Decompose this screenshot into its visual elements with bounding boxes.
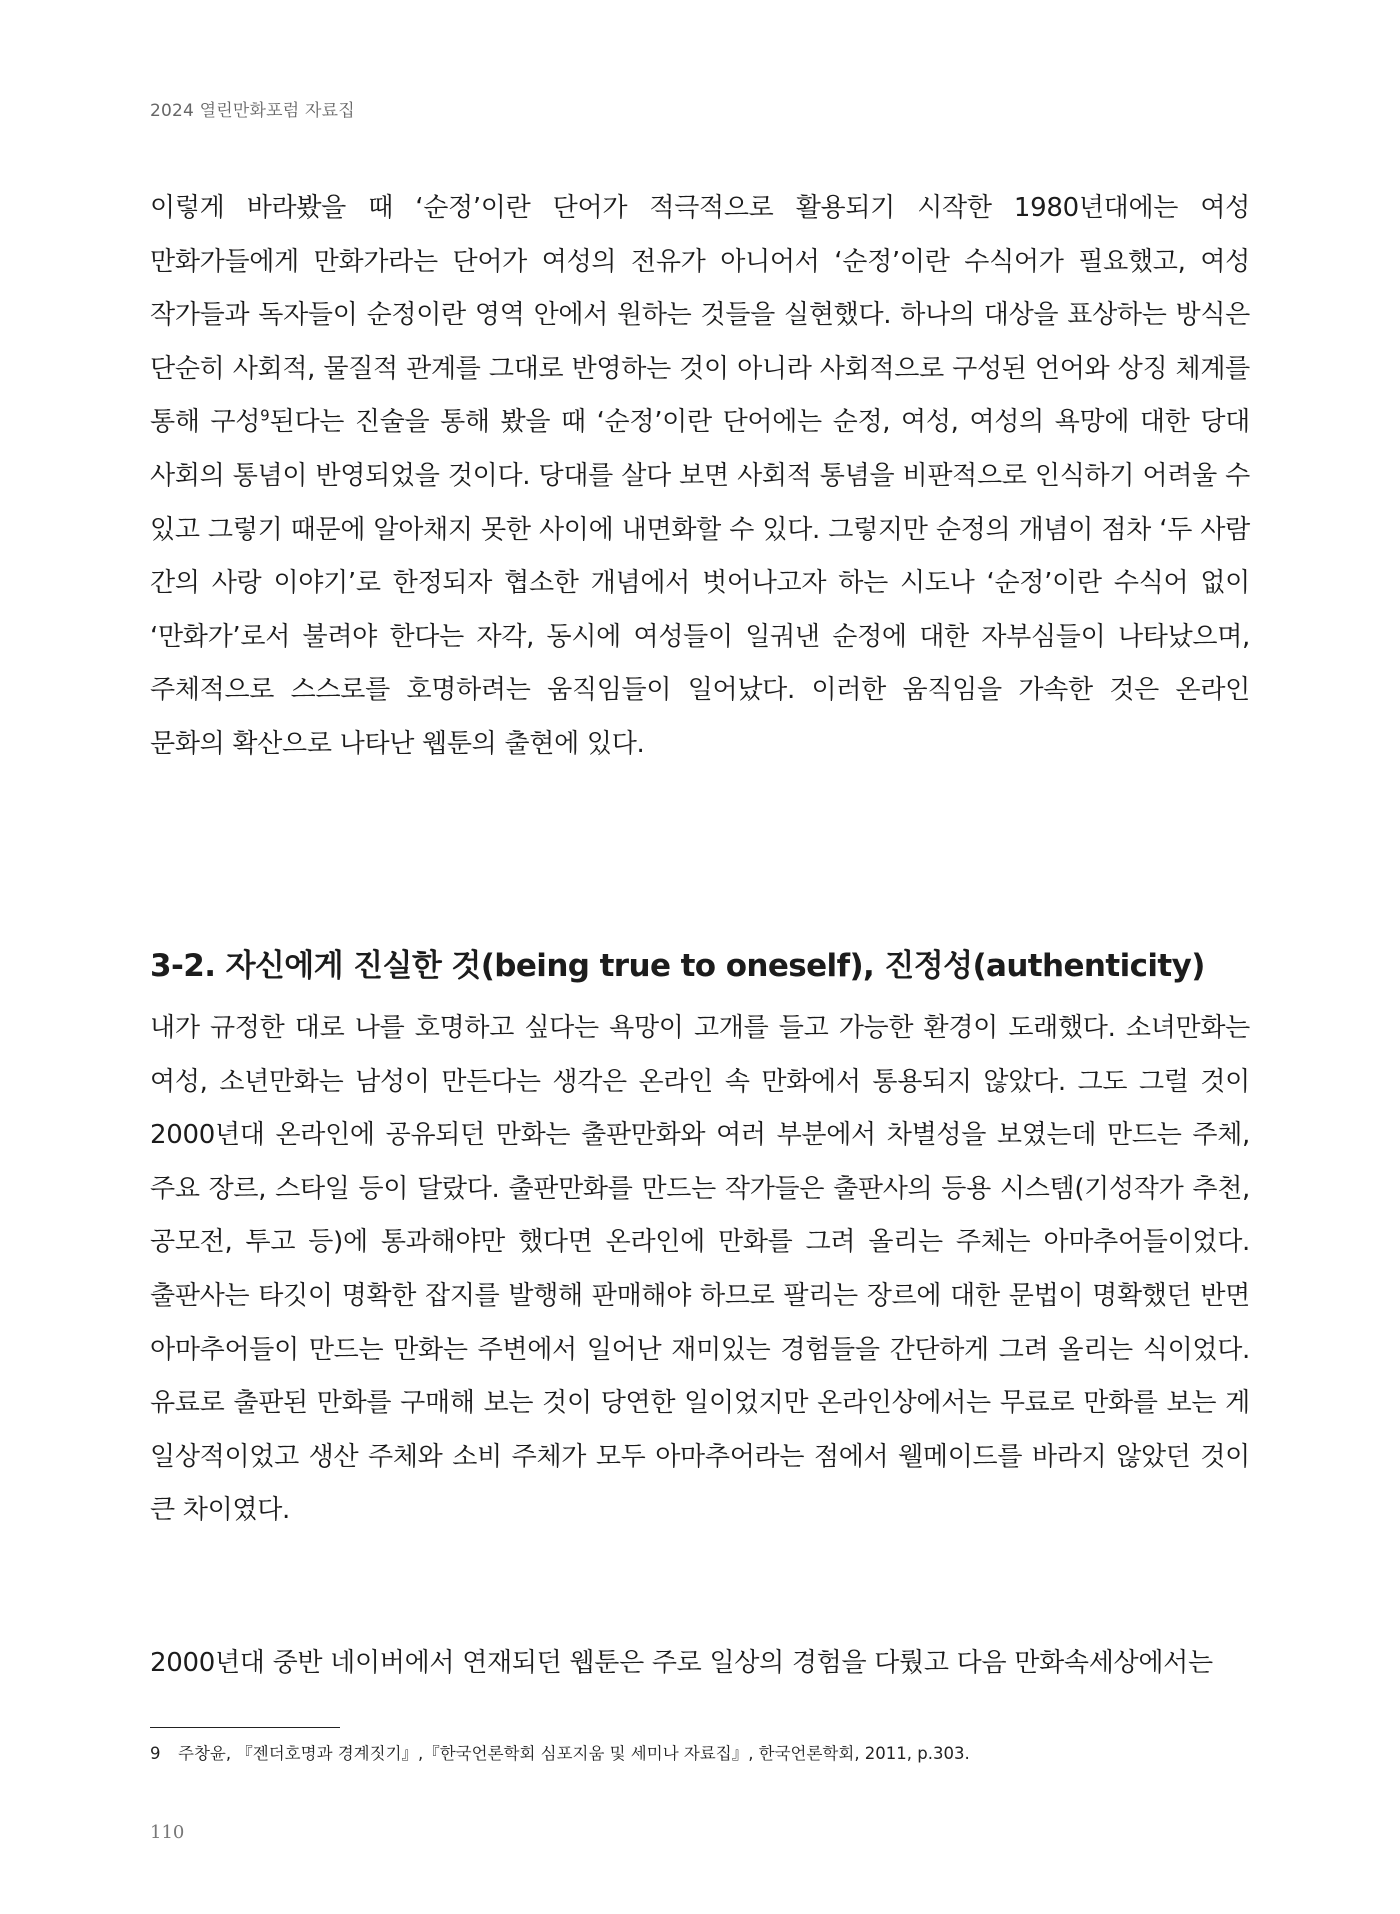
footnote-number: 9 (150, 1744, 161, 1763)
footnote-divider (150, 1727, 340, 1728)
paragraph-text: 된다는 진술을 통해 봤을 때 ‘순정’이란 단어에는 순정, 여성, 여성의 욕망에 대한 당대 사회의 통념이 반영되었을 것이다. 당대를 살다 보면 사회적 통념을 비판적으로 인식하기 어려울 수 있고 그렇기 때문에 알아채지 못한 사이에 내면화할 수 있다. 그렇지만 순정의 개념이 점차 ‘두 사람 간의 사랑 이야기’로 한정되자 협소한 개념에서 벗어나고자 하는 시도나 ‘순정’이란 수식어 없이 ‘만화가’로서 불려야 한다는 자각, 동시에 여성들이 일궈낸 순정에 대한 자부심들이 나타났으며, 주체적으로 스스로를 호명하려는 움직임들이 일어났다. 이러한 움직임을 가속한 것은 온라인 문화의 확산으로 나타난 웹툰의 출현에 있다. (150, 407, 1250, 759)
running-header: 2024 열린만화포럼 자료집 (150, 101, 355, 121)
paragraph-text: 이렇게 바라봤을 때 ‘순정’이란 단어가 적극적으로 활용되기 시작한 1980년대에는 여성 만화가들에게 만화가라는 단어가 여성의 전유가 아니어서 ‘순정’이란 수식어가 필요했고, 여성 작가들과 독자들이 순정이란 영역 안에서 원하는 것들을 실현했다. 하나의 대상을 표상하는 방식은 단순히 사회적, 물질적 관계를 그대로 반영하는 것이 아니라 사회적으로 구성된 언어와 상징 체계를 통해 구성 (150, 193, 1250, 438)
page-number: 110 (150, 1822, 185, 1843)
body-paragraph-1 (150, 182, 1250, 772)
footnote-reference: 9 (260, 406, 270, 425)
body-paragraph-2: 내가 규정한 대로 나를 호명하고 싶다는 욕망이 고개를 들고 가능한 환경이 도래했다. 소녀만화는 여성, 소년만화는 남성이 만든다는 생각은 온라인 속 만화에서 통용되지 않았다. 그도 그럴 것이 2000년대 온라인에 공유되던 만화는 출판만화와 여러 부분에서 차별성을 보였는데 만드는 주체, 주요 장르, 스타일 등이 달랐다. 출판만화를 만드는 작가들은 출판사의 등용 시스템(기성작가 추천, 공모전, 투고 등)에 통과해야만 했다면 온라인에 만화를 그려 올리는 주체는 아마추어들이었다. 출판사는 타깃이 명확한 잡지를 발행해 판매해야 하므로 팔리는 장르에 대한 문법이 명확했던 반면 아마추어들이 만드는 만화는 주변에서 일어난 재미있는 경험들을 간단하게 그려 올리는 식이었다. 유료로 출판된 만화를 구매해 보는 것이 당연한 일이었지만 온라인상에서는 무료로 만화를 보는 게 일상적이었고 생산 주체와 소비 주체가 모두 아마추어라는 점에서 웰메이드를 바라지 않았던 것이 큰 차이였다. (150, 1013, 1250, 1526)
footnote-text: 주창윤, 『젠더호명과 경계짓기』,『한국언론학회 심포지움 및 세미나 자료집』, 한국언론학회, 2011, p.303. (178, 1744, 970, 1763)
footnote-item (150, 1742, 1250, 1766)
section-heading: 3-2. 자신에게 진실한 것(being true to oneself), 진정성(authenticity) (150, 948, 1205, 984)
body-paragraph-3: 2000년대 중반 네이버에서 연재되던 웹툰은 주로 일상의 경험을 다뤘고 다음 만화속세상에서는 (150, 1648, 1213, 1678)
